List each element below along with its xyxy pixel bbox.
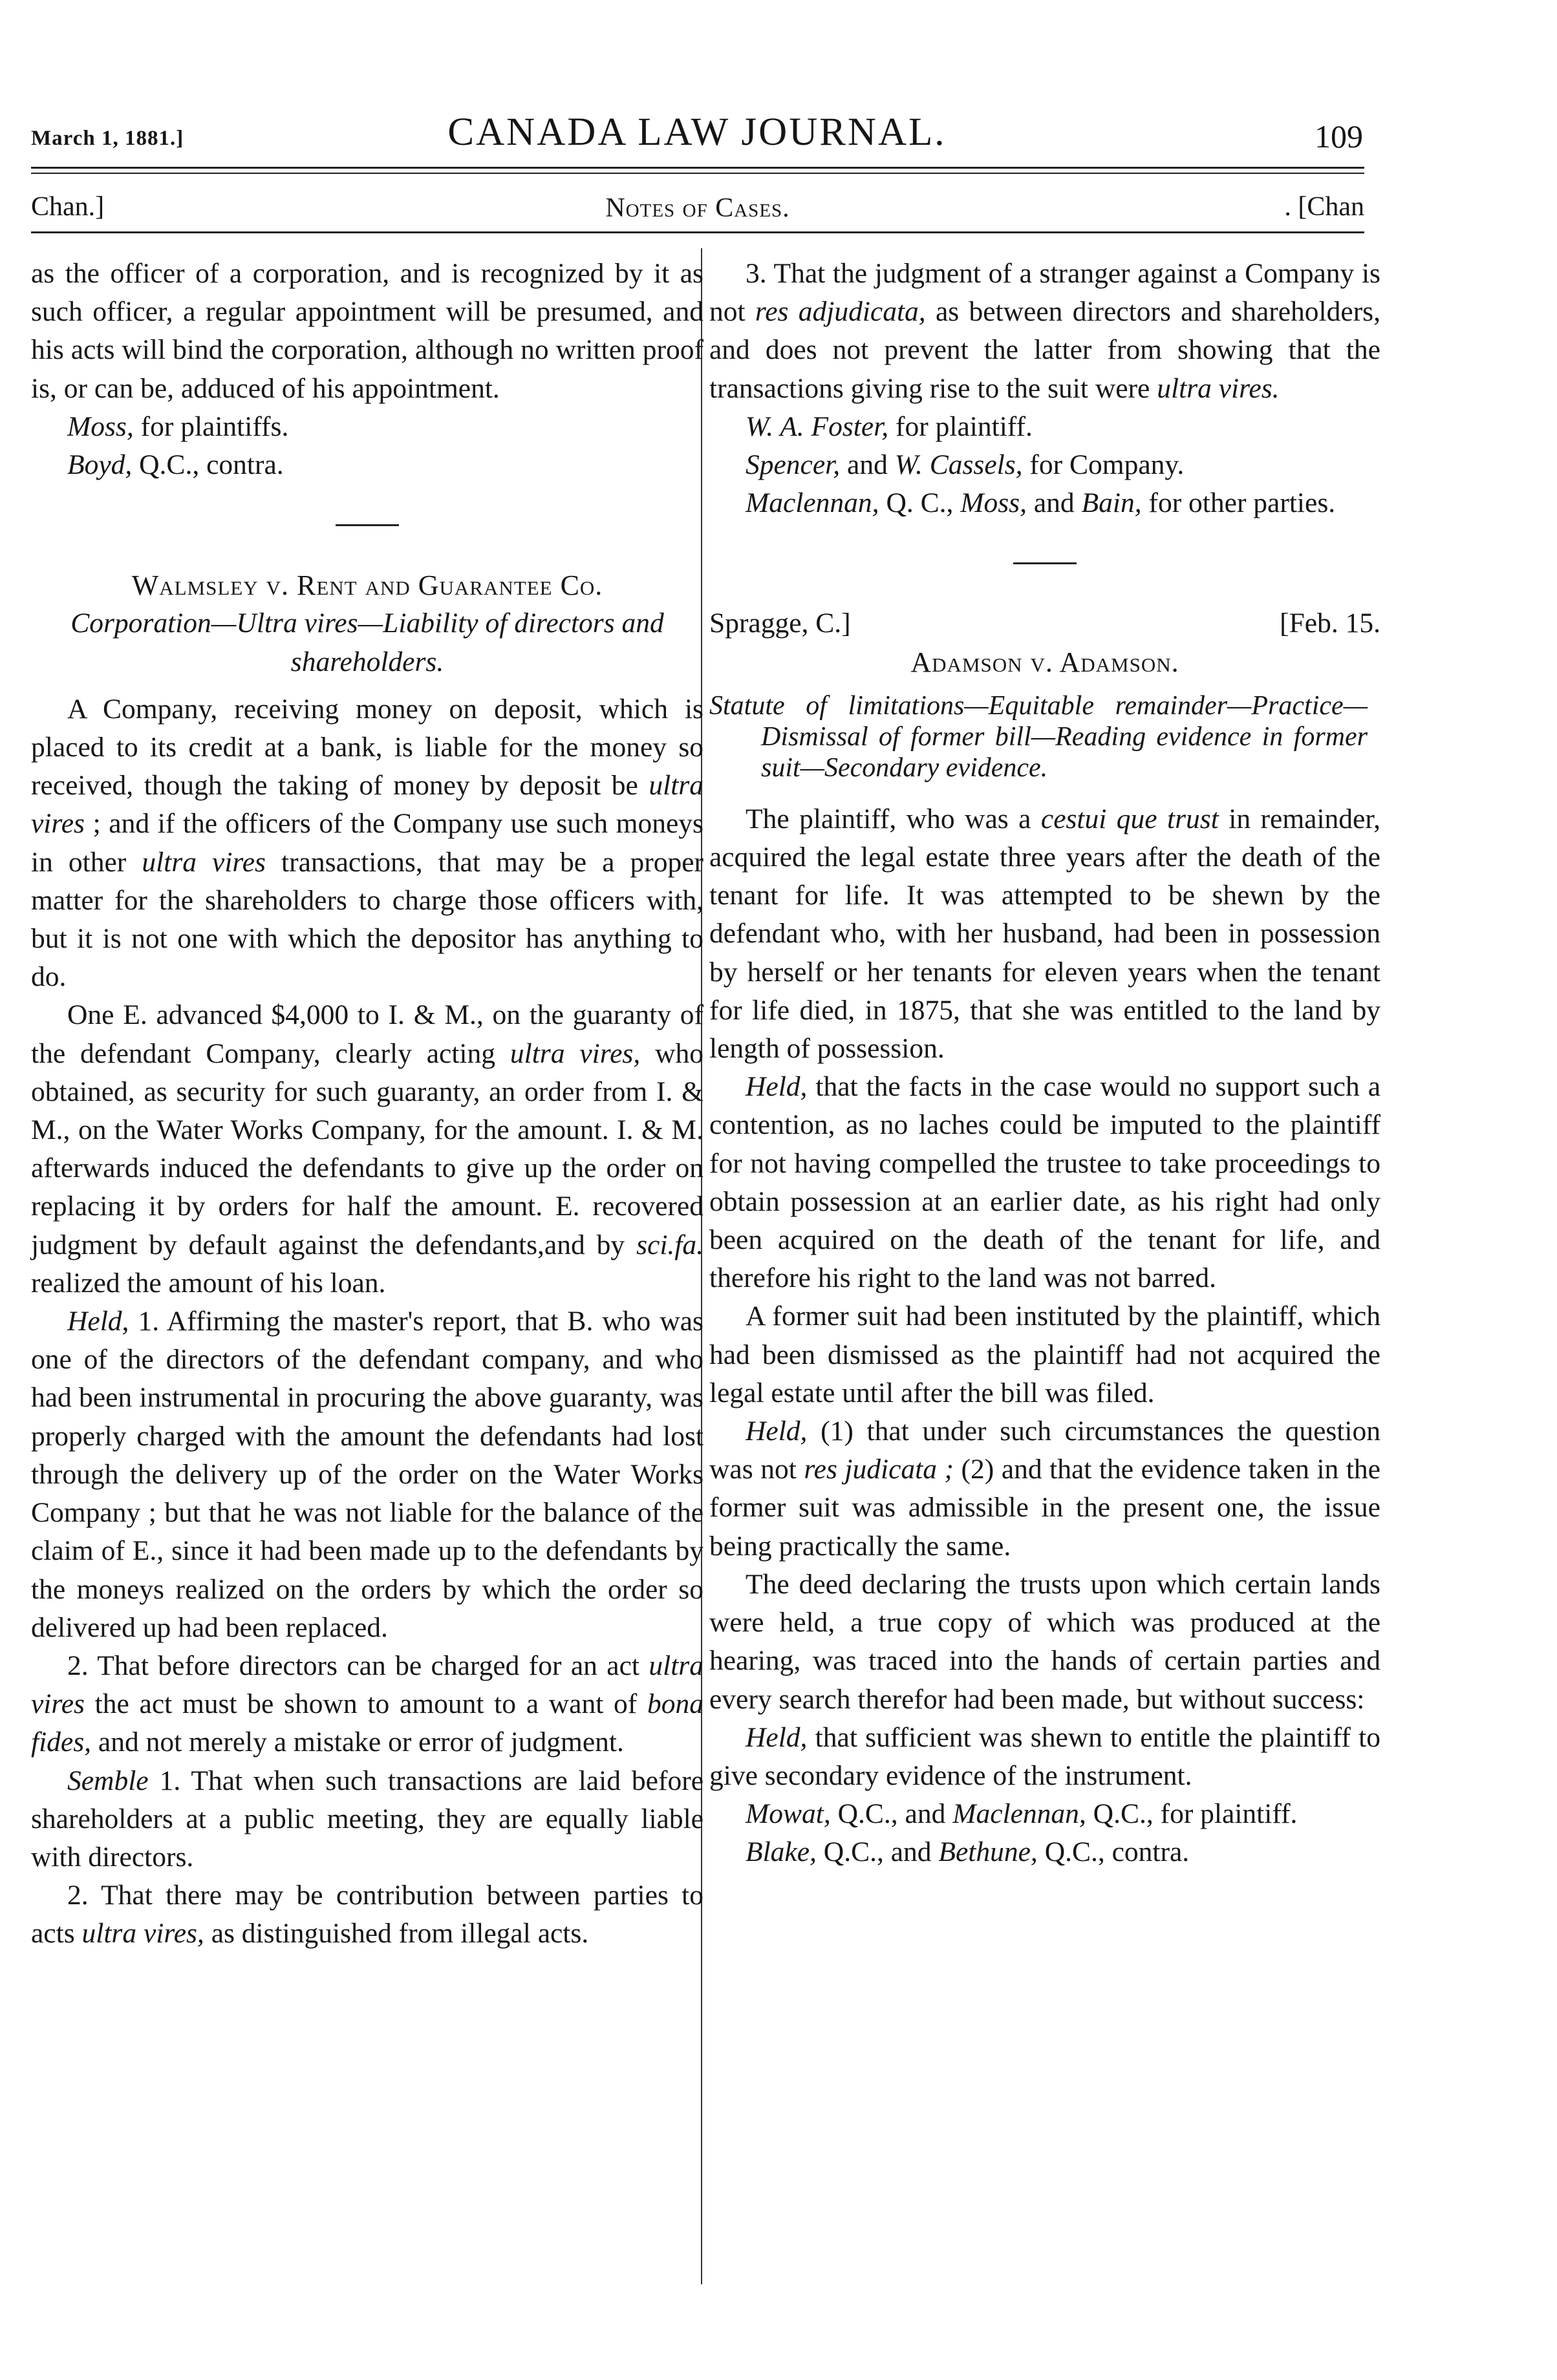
paragraph [31,690,703,997]
counsel-line [709,1833,1380,1871]
text-run: that the facts in the case would no support such a contention, as no laches could be imputed to the plaintiff for not having compelled the trustee to take proceedings to obtain possession at an earlier date, as his right had only been acquired on the death of the tenant for life, and therefore his right to the land was not barred. [709,1071,1380,1294]
text-run: 2. That before directors can be charged for an act [67,1650,649,1681]
left-column [31,255,703,1953]
paragraph [709,1068,1380,1297]
latin-term: ultra vires. [1157,372,1280,404]
latin-term: res adjudicata, [755,296,926,328]
decision-date: [Feb. 15. [1280,608,1380,639]
case-subtitle-text: Corporation—Ultra vires—Liability of directors and shareholders. [70,608,664,677]
counsel-line [709,446,1380,484]
text-run: A Company, receiving money on deposit, which is placed to its credit at a bank, is liable for the money so received, though the taking of money by deposit be [31,693,703,802]
counsel-name: W. A. Foster, [746,410,889,442]
issue-date: March 1, 1881.] [31,127,184,150]
counsel-name: W. Cassels, [894,449,1023,481]
running-head [31,110,1363,162]
counsel-name: Moss, [960,487,1027,519]
paragraph [31,1302,703,1647]
paragraph [709,800,1380,1068]
latin-term: ultra vires, [81,1918,204,1950]
paragraph [709,1412,1380,1566]
paragraph: The deed declaring the trusts upon which certain lands were held, a true copy of which was produced at the hearing, was traced into the hands of certain parties and every search therefor had been made, but without success: [709,1568,1380,1715]
text-run: the act must be shown to amount to a want of [84,1688,647,1720]
text-run: (1) that under such circumstances the question was not [709,1416,1380,1485]
counsel-role: Q.C., contra. [132,449,284,481]
latin-term: res judicata ; [804,1454,954,1485]
text-run: in remainder, acquired the legal estate three years after the death of the tenant for life. It was attempted to be shewn by the defendant who, with her husband, had been in possession by herself or her tenants for eleven years when the tenant for life died, in 1875, that she was entitled to the land by length of possession. [709,803,1380,1065]
text-run: 3. That the judgment of a stranger against a Company is not [709,258,1380,328]
paragraph [709,1719,1380,1795]
paragraph [709,255,1380,408]
text-run: and [840,449,895,481]
case-title: Adamson v. Adamson. [910,646,1179,678]
text-run: Q.C., and [830,1798,953,1830]
case-title: Walmsley v. Rent and Guarantee Co. [131,569,603,602]
latin-term: sci.fa. [636,1229,703,1260]
text-run: 1. Affirming the master's report, that B. who was one of the directors of the defendant company, and who had been instrumental in procuring the above guaranty, was properly charged with the amount the defendants had lost through the delivery up of the order on the Water Works Company ; but that he was not liable for the balance of the claim of E., since it had been made up to the defendants by the moneys realized on the orders by which the order so delivered up had been replaced. [31,1306,703,1643]
paragraph [31,1762,703,1877]
journal-title: CANADA LAW JOURNAL. [447,111,947,154]
counsel-role: for plaintiff. [888,410,1033,442]
case-subtitle: Statute of limitations—Equitable remainder—Practice—Dismissal of former bill—Reading evidence in former suit—Secondary evidence. [709,690,1368,783]
section-title: Notes of Cases. [605,193,790,223]
semble-label: Semble [67,1765,149,1796]
counsel-name: Maclennan, [952,1798,1086,1830]
court-line [709,604,1380,643]
text-run: ; and if the officers of the Company use such moneys in other [31,808,703,878]
text-run: and [1026,487,1082,519]
section-rule [31,231,1364,233]
text-run: as between directors and shareholders, and does not prevent the latter from showing that the transactions giving rise to the suit were [709,296,1380,404]
paragraph: as the officer of a corporation, and is recognized by it as such officer, a regular appointment will be presumed, and his acts will bind the corporation, although no written proof is, or can be, adduced of his appointment. [31,258,703,404]
counsel-role: for plaintiffs. [133,410,289,442]
held-label: Held, [67,1306,129,1337]
counsel-line [31,446,703,484]
held-label: Held, [746,1416,808,1447]
paragraph: A former suit had been instituted by the plaintiff, which had been dismissed as the plaintiff had not acquired the legal estate until after the bill was filed. [709,1301,1380,1408]
page-number: 109 [1315,118,1363,154]
text-run: that sufficient was shewn to entitle the plaintiff to give secondary evidence of the instrument. [709,1721,1380,1791]
text-run: realized the amount of his loan. [31,1267,386,1299]
counsel-name: Maclennan, [746,487,879,519]
text-run: transactions, that may be a proper matter for the shareholders to charge those officers with, but it is not one with which the depositor has anything to do. [31,846,703,993]
separator-rule [336,524,399,526]
counsel-role: Q.C., contra. [1037,1836,1190,1868]
latin-term: ultra vires [31,770,703,840]
held-label: Held, [746,1721,808,1753]
latin-term: ultra vires [142,846,266,878]
counsel-name: Mowat, [746,1798,831,1830]
text-run: 1. That when such transactions are laid before shareholders at a public meeting, they are equally liable with directors. [31,1765,703,1873]
case-subtitle [31,604,703,681]
counsel-role: Q.C., for plaintiff. [1086,1798,1298,1830]
counsel-line [709,408,1380,446]
text-run: The plaintiff, who was a [746,803,1041,834]
text-run: (2) and that the evidence taken in the former suit was admissible in the present one, the issue being practically the same. [709,1454,1380,1562]
counsel-line [709,484,1380,522]
counsel-name: Blake, [746,1836,817,1868]
court-label-left: Chan.] [31,192,105,222]
section-head [31,191,1364,230]
latin-term: ultra vires, [510,1037,641,1069]
counsel-role: for Company. [1022,449,1185,481]
text-run: 2. That there may be contribution between parties to acts [31,1880,703,1950]
counsel-name: Moss, [67,410,134,442]
latin-term: bona fides, [31,1688,703,1758]
held-label: Held, [746,1071,808,1103]
counsel-name: Boyd, [67,449,133,481]
text-run: as distinguished from illegal acts. [204,1918,589,1950]
header-double-rule [31,167,1364,174]
counsel-name: Bain, [1081,487,1142,519]
text-run: Q. C., [879,487,961,519]
counsel-role: for other parties. [1141,487,1336,519]
latin-term: ultra vires [31,1650,703,1720]
text-run: One E. advanced $4,000 to I. & M., on the guaranty of the defendant Company, clearly acting [31,999,703,1069]
counsel-name: Spencer, [746,449,841,481]
text-run: who obtained, as security for such guaranty, an order from I. & M., on the Water Works Company, for the amount. I. & M. afterwards induced the defendants to give up the order on replacing it by orders for half the amount. E. recovered judgment by default against the defendants,and by [31,1037,704,1260]
text-run: Q.C., and [816,1836,939,1868]
separator-rule [1013,562,1077,564]
court-label-right: . [Chan [1284,192,1364,222]
judge-label: Spragge, C.] [709,608,851,639]
text-run: and not merely a mistake or error of judgment. [91,1727,624,1758]
latin-term: cestui que trust [1040,803,1219,834]
paragraph [31,1876,703,1953]
right-column [709,255,1380,1872]
counsel-line [31,408,703,446]
paragraph [31,1647,703,1762]
counsel-line [709,1795,1380,1833]
paragraph [31,996,703,1302]
counsel-name: Bethune, [938,1836,1038,1868]
